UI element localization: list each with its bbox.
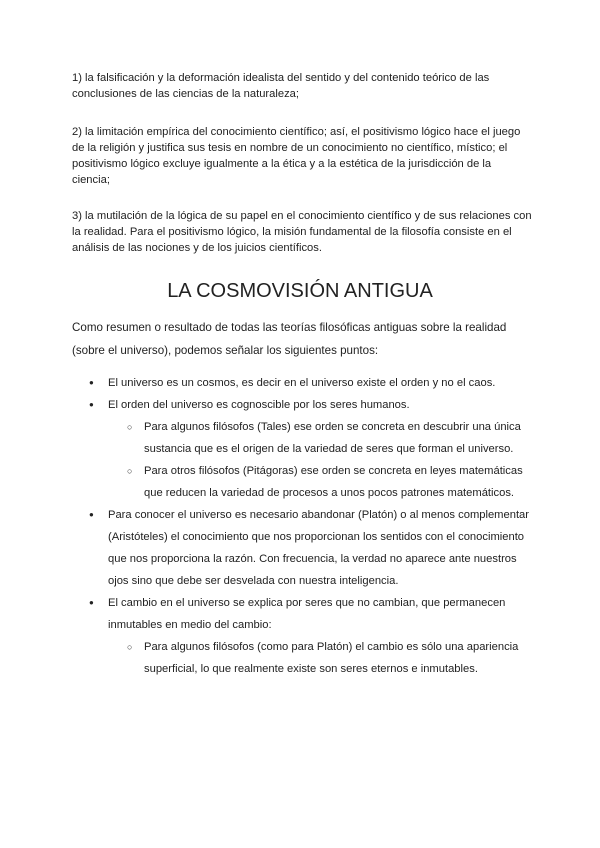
sub-list-item-text: Para algunos filósofos (Tales) ese orden se concreta en descubrir una única sustancia que es el origen de la variedad de seres que forman el universo. [144,421,521,455]
section-title: LA COSMOVISIÓN ANTIGUA [167,280,433,302]
sub-list [108,636,532,680]
sub-list-item [108,460,532,504]
list-item-text: El cambio en el universo se explica por seres que no cambian, que permanecen inmutables en medio del cambio: [108,597,506,631]
list-item-text: Para conocer el universo es necesario abandonar (Platón) o al menos complementar (Aristóteles) el conocimiento que nos proporcionan los sentidos con el conocimiento que nos proporciona la razón. Con frecuencia, la verdad no aparece ante nuestros ojos sino que debe ser desvelada con nuestra inteligencia. [108,509,530,587]
intro-paragraph: Como resumen o resultado de todas las teorías filosóficas antiguas sobre la realidad (sobre el universo), podemos señalar los siguientes puntos: [72,321,507,357]
list-item [72,592,532,680]
sub-list [108,416,532,504]
list-item [72,504,532,592]
sub-list-item-text: Para algunos filósofos (como para Platón) el cambio es sólo una apariencia superficial, lo que realmente existe son seres eternos e inmutables. [144,641,519,675]
list-item-text: El orden del universo es cognoscible por los seres humanos. [108,399,410,411]
sub-list-item [108,416,532,460]
bullet-list [72,372,532,680]
list-item [72,372,532,394]
sub-list-item [108,636,532,680]
list-item [72,394,532,504]
paragraph-3: 3) la mutilación de la lógica de su papel en el conocimiento científico y de sus relaciones con la realidad. Para el positivismo lógico, la misión fundamental de la filosofía consiste en el análisis de las nociones y de los juicios científicos. [72,210,532,254]
paragraph-2: 2) la limitación empírica del conocimiento científico; así, el positivismo lógico hace el juego de la religión y justifica sus tesis en nombre de un conocimiento no científico, místico; el positivismo lógico excluye igualmente a la ética y a la estética de la jurisdicción de la ciencia; [72,126,521,186]
paragraph-1: 1) la falsificación y la deformación idealista del sentido y del contenido teórico de las conclusiones de las ciencias de la naturaleza; [72,72,490,100]
list-item-text: El universo es un cosmos, es decir en el universo existe el orden y no el caos. [108,377,496,389]
sub-list-item-text: Para otros filósofos (Pitágoras) ese orden se concreta en leyes matemáticas que reducen la variedad de procesos a unos pocos patrones matemáticos. [144,465,523,499]
